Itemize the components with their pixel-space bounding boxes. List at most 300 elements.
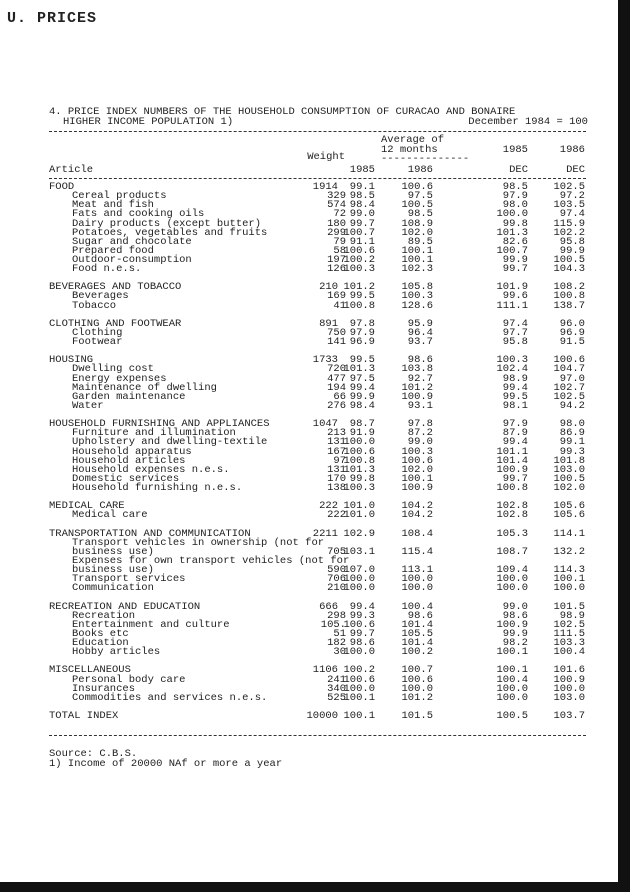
dec-1985-cell: 101.9 [496, 281, 528, 294]
dec-1985-cell: 98.2 [502, 637, 528, 649]
weight-cell: 477 [327, 372, 346, 385]
dec-1986-cell: 96.9 [559, 326, 585, 339]
avg-1985-cell: 107.0 [343, 564, 375, 576]
dec-1986-cell: 102.5 [553, 181, 585, 193]
avg-1986-cell: 100.1 [401, 244, 433, 257]
dec-1986-cell: 97.4 [559, 208, 585, 221]
dec-1986-cell: 99.9 [559, 244, 585, 257]
avg-1985-cell: 99.4 [349, 381, 375, 394]
avg-1985-cell: 99.8 [349, 472, 375, 485]
item-label: Communication [72, 582, 154, 595]
item-label: Furniture and illumination [72, 427, 236, 440]
avg-1986-cell: 103.8 [401, 363, 433, 376]
weight-cell: 525 [327, 691, 346, 704]
avg-1985-cell: 100.1 [343, 691, 375, 704]
avg-1986-cell: 101.5 [401, 710, 433, 722]
avg-1985-cell: 100.6 [343, 618, 375, 631]
section-title: U. PRICES [7, 10, 98, 27]
dec-1986-cell: 100.5 [553, 472, 585, 485]
avg-1986-cell: 97.8 [407, 418, 433, 431]
avg-1985-cell: 99.7 [349, 217, 375, 230]
dec-1985-cell: 105.3 [496, 527, 528, 540]
dec-1986-cell: 99.3 [559, 445, 585, 458]
avg-1986-cell: 101.2 [401, 691, 433, 704]
avg-1986-cell: 101.4 [401, 618, 433, 631]
item-label: Tobacco [72, 299, 117, 312]
item-label: Domestic services [72, 472, 180, 485]
avg-1986-cell: 100.1 [401, 472, 433, 485]
weight-cell: 169 [327, 290, 346, 303]
weight-cell: 66 [333, 390, 346, 403]
header-article: Article [49, 164, 94, 176]
avg-1985-cell: 99.4 [349, 600, 375, 613]
group-label: FOOD [49, 181, 75, 193]
avg-1985-cell: 99.0 [349, 208, 375, 221]
item-label: Dairy products (except butter) [72, 217, 262, 230]
dec-1985-cell: 100.0 [496, 682, 528, 695]
weight-cell: 197 [327, 254, 346, 266]
weight-cell: 705 [327, 545, 346, 558]
group-label: CLOTHING AND FOOTWEAR [49, 317, 182, 330]
weight-cell: 706 [327, 573, 346, 586]
dec-1986-cell: 100.6 [553, 354, 585, 367]
avg-1985-cell: 100.2 [343, 254, 375, 266]
dec-1985-cell: 98.5 [502, 181, 528, 193]
dec-1985-cell: 111.1 [496, 299, 528, 312]
dec-1985-cell: 99.9 [502, 627, 528, 640]
group-label: TRANSPORTATION AND COMMUNICATION [49, 527, 251, 540]
avg-1985-cell: 99.5 [349, 354, 375, 367]
dec-1986-cell: 102.2 [553, 226, 585, 239]
avg-1986-cell: 92.7 [407, 372, 433, 385]
item-label: Expenses for own transport vehicles (not for [72, 554, 350, 567]
item-label: Garden maintenance [72, 390, 186, 403]
avg-1986-cell: 100.5 [401, 199, 433, 212]
weight-cell: 340 [327, 682, 346, 695]
dec-1986-cell: 97.0 [559, 372, 585, 385]
weight-cell: 210 [319, 281, 338, 294]
avg-1986-cell: 100.0 [401, 682, 433, 695]
item-label: Insurances [72, 682, 136, 695]
table-title: 4. PRICE INDEX NUMBERS OF THE HOUSEHOLD CONSUMPTION OF CURACAO AND BONAIRE [49, 106, 516, 118]
avg-1986-cell: 100.0 [401, 573, 433, 586]
avg-1985-cell: 96.9 [349, 336, 375, 348]
dec-1985-cell: 100.4 [496, 673, 528, 686]
dec-1985-cell: 100.8 [496, 482, 528, 494]
dec-1985-cell: 100.9 [496, 463, 528, 476]
avg-1986-cell: 102.0 [401, 463, 433, 476]
item-label: Outdoor-consumption [72, 254, 192, 266]
dec-1986-cell: 103.3 [553, 637, 585, 649]
dec-1985-cell: 108.7 [496, 545, 528, 558]
avg-1986-cell: 108.9 [401, 217, 433, 230]
weight-cell: 182 [327, 637, 346, 649]
weight-cell: 105. [320, 618, 346, 631]
dec-1986-cell: 104.3 [553, 263, 585, 276]
dec-1985-cell: 101.3 [496, 226, 528, 239]
avg-1986-cell: 96.4 [407, 326, 433, 339]
dec-1986-cell: 101.8 [553, 454, 585, 467]
dec-1986-cell: 114.1 [553, 527, 585, 540]
dec-1985-cell: 99.5 [502, 390, 528, 403]
avg-1986-cell: 100.6 [401, 673, 433, 686]
weight-cell: 222 [327, 509, 346, 522]
avg-1985-cell: 100.0 [343, 573, 375, 586]
group-label: HOUSEHOLD FURNISHING AND APPLIANCES [49, 418, 270, 431]
header-avg-1986: 1986 [407, 164, 433, 176]
avg-1986-cell: 98.6 [407, 609, 433, 622]
avg-1985-cell: 98.5 [349, 190, 375, 203]
avg-1985-cell: 99.5 [349, 290, 375, 303]
avg-1985-cell: 98.4 [349, 399, 375, 412]
dec-1985-cell: 97.7 [502, 326, 528, 339]
dec-1986-cell: 102.0 [553, 482, 585, 494]
item-label: Household apparatus [72, 445, 192, 458]
weight-cell: 194 [327, 381, 346, 394]
base-period: December 1984 = 100 [468, 116, 588, 128]
weight-cell: 138 [327, 482, 346, 494]
avg-1986-cell: 104.2 [401, 500, 433, 513]
dec-1985-cell: 98.0 [502, 199, 528, 212]
item-label: Transport vehicles in ownership (not for [72, 536, 325, 549]
item-label: Potatoes, vegetables and fruits [72, 226, 268, 239]
avg-1986-cell: 98.5 [407, 208, 433, 221]
item-label: business use) [72, 564, 154, 576]
avg-1986-cell: 97.5 [407, 190, 433, 203]
dec-1985-cell: 97.9 [502, 418, 528, 431]
avg-1986-cell: 101.2 [401, 381, 433, 394]
dec-1986-cell: 99.1 [559, 436, 585, 449]
header-average: Average of [381, 134, 445, 146]
dec-1985-cell: 100.0 [496, 208, 528, 221]
item-label: Entertainment and culture [72, 618, 230, 631]
dec-1985-cell: 82.6 [502, 235, 528, 248]
dec-1985-cell: 102.8 [496, 500, 528, 513]
weight-cell: 574 [327, 199, 346, 212]
dec-1986-cell: 104.7 [553, 363, 585, 376]
dec-1985-cell: 99.4 [502, 436, 528, 449]
dec-1985-cell: 100.5 [496, 710, 528, 722]
item-label: Cereal products [72, 190, 167, 203]
weight-cell: 41 [333, 299, 346, 312]
dec-1985-cell: 101.4 [496, 454, 528, 467]
avg-1986-cell: 100.9 [401, 390, 433, 403]
dec-1986-cell: 100.4 [553, 646, 585, 659]
dec-1986-cell: 100.1 [553, 573, 585, 586]
dec-1986-cell: 111.5 [553, 627, 585, 640]
avg-1986-cell: 95.9 [407, 317, 433, 330]
header-avg-1985: 1985 [349, 164, 375, 176]
group-label: MEDICAL CARE [49, 500, 125, 513]
avg-1986-cell: 115.4 [401, 545, 433, 558]
dec-1986-cell: 91.5 [559, 336, 585, 348]
dec-1986-cell: 98.9 [559, 609, 585, 622]
avg-1986-cell: 100.3 [401, 290, 433, 303]
dec-1985-cell: 100.3 [496, 354, 528, 367]
item-label: Beverages [72, 290, 129, 303]
item-label: Personal body care [72, 673, 186, 686]
item-label: Energy expenses [72, 372, 167, 385]
weight-cell: 891 [319, 317, 338, 330]
scan-edge-right [618, 0, 630, 892]
dec-1985-cell: 100.7 [496, 244, 528, 257]
weight-cell: 210 [327, 582, 346, 595]
weight-cell: 131 [327, 436, 346, 449]
item-label: Medical care [72, 509, 148, 522]
item-label: Education [72, 637, 129, 649]
dec-1986-cell: 103.5 [553, 199, 585, 212]
avg-1986-cell: 100.2 [401, 646, 433, 659]
avg-1985-cell: 103.1 [343, 545, 375, 558]
dec-1985-cell: 98.6 [502, 609, 528, 622]
dec-1986-cell: 103.7 [553, 710, 585, 722]
avg-1986-cell: 98.6 [407, 354, 433, 367]
avg-1985-cell: 100.8 [343, 299, 375, 312]
avg-1986-cell: 100.6 [401, 181, 433, 193]
avg-1985-cell: 99.1 [349, 181, 375, 193]
avg-1985-cell: 100.6 [343, 445, 375, 458]
dec-1986-cell: 96.0 [559, 317, 585, 330]
item-label: business use) [72, 545, 154, 558]
avg-1985-cell: 100.3 [343, 263, 375, 276]
weight-cell: 97 [333, 454, 346, 467]
avg-1985-cell: 100.7 [343, 226, 375, 239]
weight-cell: 167 [327, 445, 346, 458]
header-weight: Weight [307, 151, 345, 163]
dec-1985-cell: 101.1 [496, 445, 528, 458]
avg-1986-cell: 99.0 [407, 436, 433, 449]
avg-1985-cell: 97.9 [349, 326, 375, 339]
weight-cell: 58 [333, 244, 346, 257]
dec-1985-cell: 87.9 [502, 427, 528, 440]
group-label: HOUSING [49, 354, 94, 367]
avg-1985-cell: 100.2 [343, 664, 375, 677]
dec-1985-cell: 100.1 [496, 664, 528, 677]
weight-cell: 79 [333, 235, 346, 248]
dec-1985-cell: 100.0 [496, 582, 528, 595]
dec-1985-cell: 99.6 [502, 290, 528, 303]
dec-1986-cell: 138.7 [553, 299, 585, 312]
dec-1986-cell: 86.9 [559, 427, 585, 440]
rule-top [49, 131, 586, 132]
dec-1986-cell: 102.7 [553, 381, 585, 394]
dec-1986-cell: 108.2 [553, 281, 585, 294]
header-dec-1986-year: 1986 [559, 144, 585, 156]
avg-1986-cell: 128.6 [401, 299, 433, 312]
avg-1986-cell: 100.1 [401, 254, 433, 266]
avg-1985-cell: 101.0 [343, 500, 375, 513]
avg-1986-cell: 108.4 [401, 527, 433, 540]
item-label: Maintenance of dwelling [72, 381, 217, 394]
dec-1985-cell: 99.9 [502, 254, 528, 266]
dec-1986-cell: 103.0 [553, 463, 585, 476]
avg-1985-cell: 97.5 [349, 372, 375, 385]
dec-1985-cell: 95.8 [502, 336, 528, 348]
dec-1985-cell: 102.8 [496, 509, 528, 522]
dec-1986-cell: 103.0 [553, 691, 585, 704]
avg-1986-cell: 89.5 [407, 235, 433, 248]
weight-cell: 1047 [312, 418, 338, 431]
weight-cell: 222 [319, 500, 338, 513]
header-dec-1986: DEC [566, 164, 585, 176]
avg-1986-cell: 100.3 [401, 445, 433, 458]
dec-1986-cell: 101.5 [553, 600, 585, 613]
weight-cell: 299 [327, 226, 346, 239]
dec-1985-cell: 99.8 [502, 217, 528, 230]
header-12-months: 12 months [381, 144, 438, 156]
avg-1985-cell: 101.0 [343, 509, 375, 522]
dec-1985-cell: 102.4 [496, 363, 528, 376]
item-label: Household articles [72, 454, 186, 467]
dec-1985-cell: 97.4 [502, 317, 528, 330]
header-dec-1985-year: 1985 [502, 144, 528, 156]
dec-1985-cell: 100.0 [496, 691, 528, 704]
avg-1985-cell: 100.3 [343, 482, 375, 494]
table-subtitle: HIGHER INCOME POPULATION 1) [63, 116, 234, 128]
weight-cell: 180 [327, 217, 346, 230]
item-label: Transport services [72, 573, 186, 586]
item-label: Recreation [72, 609, 136, 622]
weight-cell: 241 [327, 673, 346, 686]
item-label: Meat and fish [72, 199, 154, 212]
weight-cell: 51 [333, 627, 346, 640]
dec-1986-cell: 95.8 [559, 235, 585, 248]
rule-bottom [49, 735, 586, 736]
weight-cell: 666 [319, 600, 338, 613]
avg-1985-cell: 101.2 [343, 281, 375, 294]
item-label: Upholstery and dwelling-textile [72, 436, 268, 449]
avg-1986-cell: 101.4 [401, 637, 433, 649]
dec-1986-cell: 115.9 [553, 217, 585, 230]
item-label: Books etc [72, 627, 129, 640]
dec-1986-cell: 100.0 [553, 682, 585, 695]
dec-1986-cell: 102.5 [553, 390, 585, 403]
dec-1985-cell: 99.0 [502, 600, 528, 613]
weight-cell: 329 [327, 190, 346, 203]
header-avg-rule: -------------- [381, 153, 470, 165]
avg-1985-cell: 100.8 [343, 454, 375, 467]
dec-1986-cell: 105.6 [553, 509, 585, 522]
avg-1986-cell: 100.0 [401, 582, 433, 595]
item-label: Hobby articles [72, 646, 161, 659]
avg-1986-cell: 102.3 [401, 263, 433, 276]
avg-1986-cell: 105.8 [401, 281, 433, 294]
avg-1985-cell: 101.3 [343, 463, 375, 476]
avg-1985-cell: 98.4 [349, 199, 375, 212]
dec-1986-cell: 105.6 [553, 500, 585, 513]
avg-1985-cell: 99.9 [349, 390, 375, 403]
avg-1986-cell: 102.0 [401, 226, 433, 239]
dec-1986-cell: 100.5 [553, 254, 585, 266]
group-label: MISCELLANEOUS [49, 664, 131, 677]
avg-1985-cell: 91.9 [349, 427, 375, 440]
weight-cell: 72 [333, 208, 346, 221]
dec-1985-cell: 98.1 [502, 399, 528, 412]
avg-1985-cell: 100.0 [343, 682, 375, 695]
item-label: Clothing [72, 326, 123, 339]
avg-1986-cell: 93.7 [407, 336, 433, 348]
avg-1985-cell: 91.1 [349, 235, 375, 248]
rule-header [49, 178, 586, 179]
avg-1986-cell: 113.1 [401, 564, 433, 576]
item-label: Fats and cooking oils [72, 208, 205, 221]
avg-1986-cell: 104.2 [401, 509, 433, 522]
dec-1985-cell: 100.1 [496, 646, 528, 659]
dec-1986-cell: 132.2 [553, 545, 585, 558]
avg-1985-cell: 100.0 [343, 582, 375, 595]
dec-1985-cell: 100.9 [496, 618, 528, 631]
avg-1985-cell: 98.7 [349, 418, 375, 431]
dec-1986-cell: 100.0 [553, 582, 585, 595]
weight-cell: 750 [327, 326, 346, 339]
avg-1985-cell: 101.3 [343, 363, 375, 376]
weight-cell: 590 [327, 564, 346, 576]
avg-1985-cell: 99.7 [349, 627, 375, 640]
group-label: TOTAL INDEX [49, 710, 119, 722]
avg-1985-cell: 98.6 [349, 637, 375, 649]
avg-1986-cell: 100.4 [401, 600, 433, 613]
dec-1986-cell: 100.9 [553, 673, 585, 686]
weight-cell: 2211 [312, 527, 338, 540]
dec-1985-cell: 109.4 [496, 564, 528, 576]
weight-cell: 298 [327, 609, 346, 622]
weight-cell: 720 [327, 363, 346, 376]
weight-cell: 10000 [306, 710, 338, 722]
avg-1986-cell: 93.1 [407, 399, 433, 412]
avg-1986-cell: 105.5 [401, 627, 433, 640]
weight-cell: 276 [327, 399, 346, 412]
dec-1986-cell: 102.5 [553, 618, 585, 631]
dec-1986-cell: 100.8 [553, 290, 585, 303]
avg-1985-cell: 100.6 [343, 244, 375, 257]
item-label: Commodities and services n.e.s. [72, 691, 268, 704]
avg-1985-cell: 100.6 [343, 673, 375, 686]
dec-1985-cell: 99.7 [502, 263, 528, 276]
avg-1986-cell: 87.2 [407, 427, 433, 440]
avg-1985-cell: 97.8 [349, 317, 375, 330]
avg-1985-cell: 100.0 [343, 436, 375, 449]
source-note: Source: C.B.S. [49, 748, 138, 760]
avg-1985-cell: 102.9 [343, 527, 375, 540]
weight-cell: 131 [327, 463, 346, 476]
weight-cell: 213 [327, 427, 346, 440]
avg-1985-cell: 100.0 [343, 646, 375, 659]
avg-1985-cell: 100.1 [343, 710, 375, 722]
item-label: Footwear [72, 336, 123, 348]
dec-1986-cell: 114.3 [553, 564, 585, 576]
avg-1986-cell: 100.6 [401, 454, 433, 467]
header-dec-1985: DEC [509, 164, 528, 176]
weight-cell: 170 [327, 472, 346, 485]
dec-1985-cell: 99.4 [502, 381, 528, 394]
weight-cell: 141 [327, 336, 346, 348]
item-label: Food n.e.s. [72, 263, 142, 276]
weight-cell: 30 [333, 646, 346, 659]
footnote: 1) Income of 20000 NAf or more a year [49, 758, 283, 770]
weight-cell: 126 [327, 263, 346, 276]
item-label: Dwelling cost [72, 363, 154, 376]
item-label: Sugar and chocolate [72, 235, 192, 248]
dec-1985-cell: 97.9 [502, 190, 528, 203]
dec-1986-cell: 97.2 [559, 190, 585, 203]
avg-1985-cell: 99.3 [349, 609, 375, 622]
dec-1985-cell: 100.0 [496, 573, 528, 586]
item-label: Prepared food [72, 244, 154, 257]
dec-1985-cell: 98.9 [502, 372, 528, 385]
item-label: Water [72, 399, 104, 412]
avg-1986-cell: 100.9 [401, 482, 433, 494]
dec-1985-cell: 99.7 [502, 472, 528, 485]
